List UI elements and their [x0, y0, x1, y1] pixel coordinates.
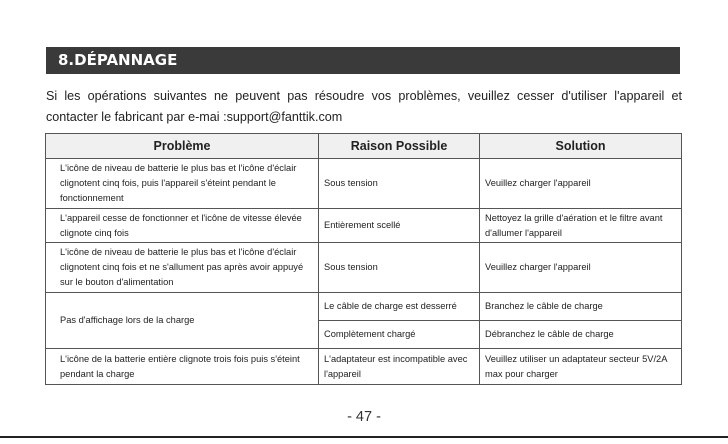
section-title: 8.DÉPANNAGE: [46, 47, 680, 74]
table-row: [46, 209, 682, 243]
solution-cell: Veuillez charger l'appareil: [480, 243, 682, 293]
problem-cell: L'icône de la batterie entière clignote trois fois puis s'éteint pendant la charge: [46, 349, 319, 385]
problem-cell: L'icône de niveau de batterie le plus bas et l'icône d'éclair clignotent cinq fois, puis l'appareil s'éteint pendant le fonctionnement: [46, 159, 319, 209]
solution-cell: Veuillez charger l'appareil: [480, 159, 682, 209]
problem-cell: L'appareil cesse de fonctionner et l'icône de vitesse élevée clignote cinq fois: [46, 209, 319, 243]
bottom-divider: [0, 436, 728, 438]
problem-cell: L'icône de niveau de batterie le plus bas et l'icône d'éclair clignotent cinq fois et ne s'allument pas après avoir appuyé sur le bouton d'alimentation: [46, 243, 319, 293]
table-row: [46, 293, 682, 321]
solution-cell: Débranchez le câble de charge: [480, 321, 682, 349]
reason-cell: Le câble de charge est desserré: [319, 293, 480, 321]
troubleshooting-table: [45, 133, 682, 385]
page-number: - 47 -: [347, 409, 381, 425]
problem-cell: Pas d'affichage lors de la charge: [46, 293, 319, 349]
reason-cell: Entièrement scellé: [319, 209, 480, 243]
reason-cell: Complètement chargé: [319, 321, 480, 349]
table-row: [46, 159, 682, 209]
reason-cell: L'adaptateur est incompatible avec l'appareil: [319, 349, 480, 385]
reason-cell: Sous tension: [319, 243, 480, 293]
table-header-row: [46, 134, 682, 159]
column-header-problem: Problème: [46, 134, 319, 159]
solution-cell: Branchez le câble de charge: [480, 293, 682, 321]
intro-paragraph: Si les opérations suivantes ne peuvent pas résoudre vos problèmes, veuillez cesser d'utiliser l'appareil et contacter le fabricant par e-mai :support@fanttik.com: [46, 89, 682, 124]
solution-cell: Veuillez utiliser un adaptateur secteur 5V/2A max pour charger: [480, 349, 682, 385]
table-row: [46, 349, 682, 385]
solution-cell: Nettoyez la grille d'aération et le filtre avant d'allumer l'appareil: [480, 209, 682, 243]
column-header-reason: Raison Possible: [319, 134, 480, 159]
column-header-solution: Solution: [480, 134, 682, 159]
table-row: [46, 243, 682, 293]
reason-cell: Sous tension: [319, 159, 480, 209]
